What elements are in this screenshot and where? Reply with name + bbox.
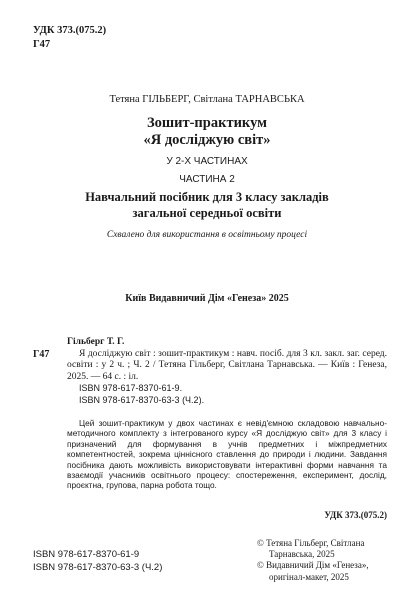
isbn-block [33,549,162,574]
copyright-line-1: © Тетяна Гільберг, Світлана [257,538,365,548]
copyright-line-2: Тарнавська, 2025 [269,549,335,560]
copyright-block [257,538,369,583]
copyright-line-3: © Видавничий Дім «Генеза», [257,560,369,571]
book-title [0,115,414,149]
udk-block [33,24,106,52]
biblio-author: Гільберг Т. Г. [67,337,125,347]
biblio-code: Г47 [33,349,50,360]
parts-info [0,155,414,191]
authors-line [0,93,414,106]
author1-last: ГІЛЬБЕРГ [142,94,189,105]
subtitle-line-2: загальної середньої освіти [132,206,282,220]
parts-total: У 2-Х ЧАСТИНАХ [166,156,248,167]
author2-last: ТАРНАВСЬКА [235,94,305,105]
annotation: Цей зошит-практикум у двох частинах є невід'ємною складовою навчально-методичного комплекту з інтегрованого курсу «Я досліджую світ» для 3 класу і призначений для формування в учнів предметних і міжпредметних компетентностей, зокрема ціннісного ставлення до природи і людини. Завдання посібника дають можливість використовувати інтерактивні форми навчання та взаємодії учасників освітнього процесу: спостереження, експеримент, дослід, проєктна, групова, парна робота тощо. [67,418,387,491]
isbn-line-2: ISBN 978-617-8370-63-3 (Ч.2) [33,561,163,573]
biblio-isbn-2: ISBN 978-617-8370-63-3 (Ч.2). [79,394,205,405]
parts-current: ЧАСТИНА 2 [179,174,235,185]
subtitle-line-1: Навчальний посібник для 3 класу закладів [85,190,329,204]
isbn-line-1: ISBN 978-617-8370-61-9 [33,549,140,560]
book-subtitle [0,189,414,221]
author1-first: Тетяна [109,94,143,105]
udk-code: УДК 373.(075.2) [33,25,107,36]
biblio-record [67,337,387,407]
copyright-line-4: оригінал-макет, 2025 [269,571,349,582]
bbk-code: Г47 [33,39,51,50]
title-line-2: «Я досліджую світ» [143,132,271,148]
authors-separator: , [188,94,194,105]
udk-bottom: УДК 373.(075.2) [324,510,387,520]
publisher-line: Київ Видавничий Дім «Генеза» 2025 [125,293,289,304]
title-line-1: Зошит-практикум [146,115,268,131]
biblio-description: Я досліджую світ : зошит-практикум : навч. посіб. для 3 кл. закл. заг. серед. освіти : у 2 ч. ; Ч. 2 / Тетяна Гільберг, Світлана Тарнавська. — Київ : Генеза, 2025. — 64 с. : іл. [67,348,387,382]
biblio-isbn-1: ISBN 978-617-8370-61-9. [79,383,183,394]
author2-first: Світлана [193,94,236,105]
approval-note: Схвалено для використання в освітньому процесі [106,230,308,240]
